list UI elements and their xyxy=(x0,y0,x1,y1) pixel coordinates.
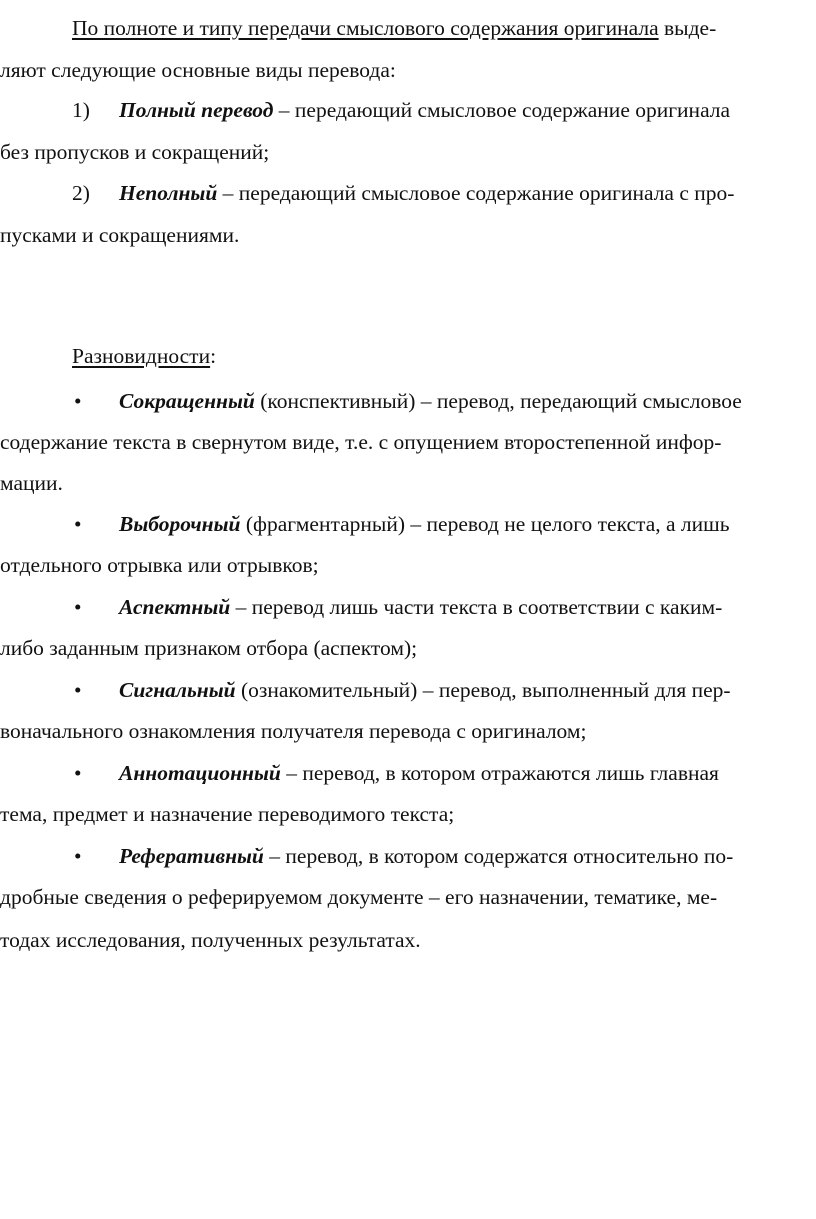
intro-line-2: ляют следующие основные виды перевода: xyxy=(0,58,396,82)
type-2-line-2: пусками и сокращениями. xyxy=(0,223,240,247)
variety-6-line-2: дробные сведения о реферируемом документе – его назначении, тематике, ме- xyxy=(0,885,718,909)
type-1-line-1 xyxy=(119,96,730,124)
type-1-rest: – передающий смысловое содержание оригинала xyxy=(273,98,731,122)
variety-1-line-3: мации. xyxy=(0,471,63,495)
variety-4-rest: (ознакомительный) – перевод, выполненный для пер- xyxy=(235,678,731,702)
variety-5-term: Аннотационный xyxy=(119,761,281,785)
bullet-icon: • xyxy=(74,389,82,413)
variety-3-line-1 xyxy=(119,593,722,621)
type-2-rest: – передающий смысловое содержание оригинала с про- xyxy=(217,181,735,205)
intro-rest-text: выде- xyxy=(658,16,717,40)
intro-underlined-text: По полноте и типу передачи смыслового содержания оригинала xyxy=(72,16,659,40)
variety-5-line-2: тема, предмет и назначение переводимого текста; xyxy=(0,802,455,826)
bullet-icon: • xyxy=(74,844,82,868)
variety-5-rest: – перевод, в котором отражаются лишь главная xyxy=(280,761,719,785)
variety-6-line-3: тодах исследования, полученных результатах. xyxy=(0,928,421,952)
variety-5-line-1 xyxy=(119,759,719,787)
bullet-icon: • xyxy=(74,678,82,702)
type-1-line-2: без пропусков и сокращений; xyxy=(0,140,270,164)
bullet-icon: • xyxy=(74,512,82,536)
variety-4-line-1 xyxy=(119,676,731,704)
variety-1-line-2: содержание текста в свернутом виде, т.е. с опущением второстепенной инфор- xyxy=(0,430,722,454)
variety-1-rest: (конспективный) – перевод, передающий смысловое xyxy=(254,389,742,413)
variety-2-line-1 xyxy=(119,510,730,538)
variety-3-line-2: либо заданным признаком отбора (аспектом); xyxy=(0,636,418,660)
variety-2-line-2: отдельного отрывка или отрывков; xyxy=(0,553,319,577)
variety-2-term: Выборочный xyxy=(119,512,241,536)
type-2-line-1 xyxy=(119,179,734,207)
variety-6-term: Реферативный xyxy=(119,844,264,868)
type-2-number: 2) xyxy=(72,181,90,205)
variety-1-line-1 xyxy=(119,387,742,415)
variety-6-rest: – перевод, в котором содержатся относительно по- xyxy=(263,844,734,868)
variety-3-rest: – перевод лишь части текста в соответствии с каким- xyxy=(230,595,723,619)
varieties-heading xyxy=(72,342,216,370)
variety-4-line-2: воначального ознакомления получателя перевода с оригиналом; xyxy=(0,719,587,743)
variety-2-rest: (фрагментарный) – перевод не целого текста, а лишь xyxy=(240,512,730,536)
varieties-heading-text: Разновидности xyxy=(72,344,211,368)
type-2-term: Неполный xyxy=(119,181,218,205)
varieties-heading-suffix: : xyxy=(210,344,217,368)
type-1-number: 1) xyxy=(72,98,90,122)
variety-4-term: Сигнальный xyxy=(119,678,236,702)
bullet-icon: • xyxy=(74,595,82,619)
type-1-term: Полный перевод xyxy=(119,98,274,122)
variety-6-line-1 xyxy=(119,842,733,870)
variety-1-term: Сокращенный xyxy=(119,389,255,413)
intro-line-1 xyxy=(72,14,716,42)
bullet-icon: • xyxy=(74,761,82,785)
variety-3-term: Аспектный xyxy=(119,595,231,619)
